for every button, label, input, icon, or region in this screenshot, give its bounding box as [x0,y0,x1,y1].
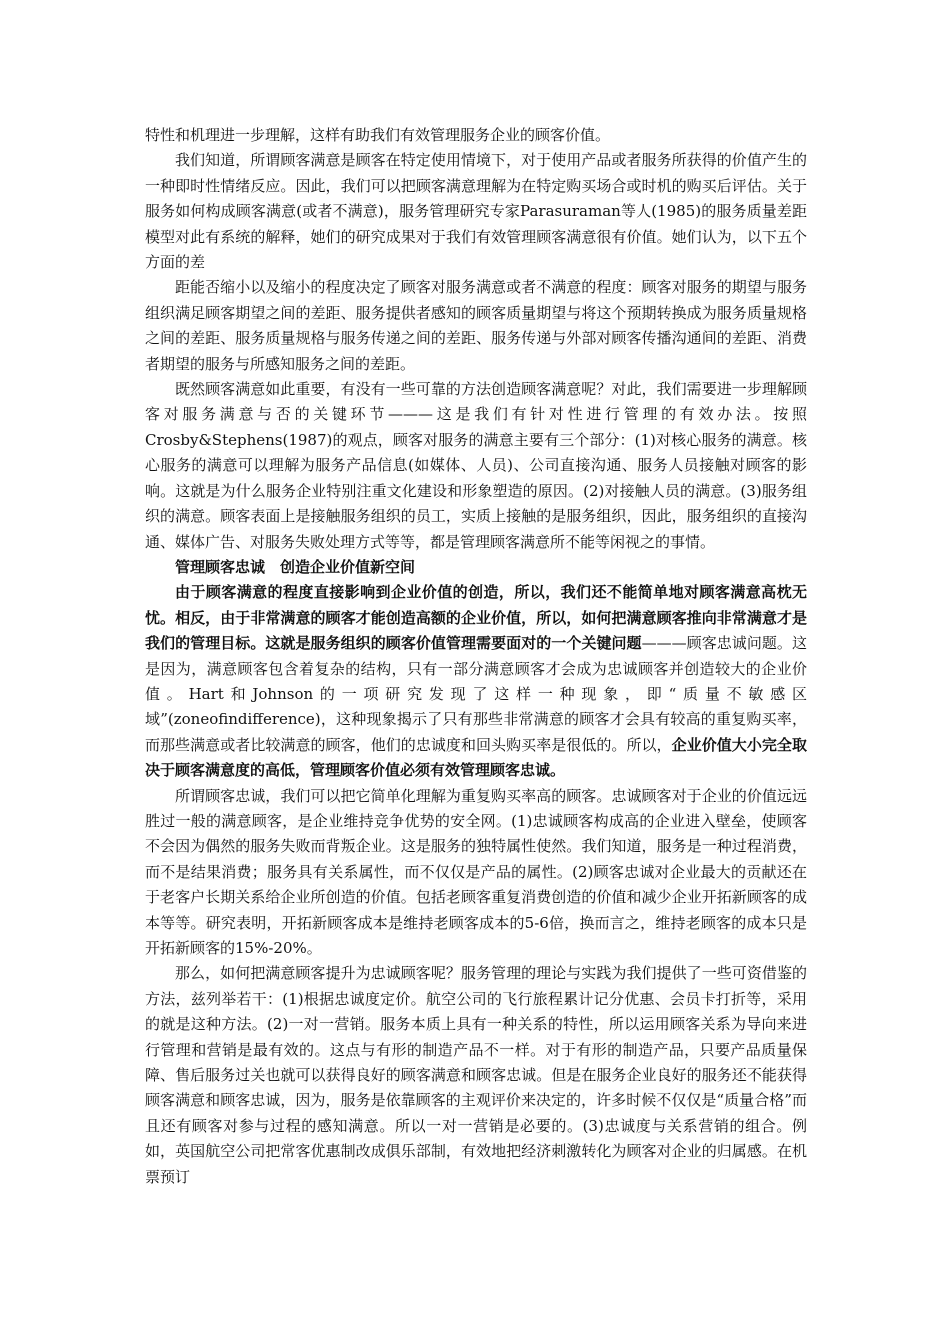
text-run: ———顾客忠诚问题。这是因为，满意顾客包含着复杂的结构，只有一部分满意顾客才会成为忠诚顾客并创造较大的企业价值。Hart和Johnson的一项研究发现了这样一种现象，即“质量不敏感区域”(zoneofindifference)，这种现象揭示了只有那些非常满意的顾客才会具有较高的重复购买率，而那些满意或者比较满意的顾客，他们的忠诚度和回头购买率是很低的。所以， [145,634,807,754]
paragraph-2 [145,148,807,275]
heading-text: 管理顾客忠诚 创造企业价值新空间 [175,557,416,576]
text-run: 所谓顾客忠诚，我们可以把它简单化理解为重复购买率高的顾客。忠诚顾客对于企业的价值远远胜过一般的满意顾客，是企业维持竞争优势的安全网。(1)忠诚顾客构成高的企业进入壁垒，使顾客不会因为偶然的服务失败而背叛企业。这是服务的独特属性使然。我们知道，服务是一种过程消费，而不是结果消费；服务具有关系属性，而不仅仅是产品的属性。(2)顾客忠诚对企业最大的贡献还在于老客户长期关系给企业所创造的价值。包括老顾客重复消费创造的价值和减少企业开拓新顾客的成本等等。研究表明，开拓新顾客成本是维持老顾客成本的5-6倍，换而言之，维持老顾客的成本只是开拓新顾客的15%-20%。 [145,786,807,957]
paragraph-4 [145,377,807,555]
paragraph-7 [145,961,807,1190]
paragraph-5 [145,580,807,783]
text-run: 那么，如何把满意顾客提升为忠诚顾客呢？服务管理的理论与实践为我们提供了一些可资借鉴的方法，兹列举若干：(1)根据忠诚度定价。航空公司的飞行旅程累计记分优惠、会员卡打折等，采用的就是这种方法。(2)一对一营销。服务本质上具有一种关系的特性，所以运用顾客关系为导向来进行管理和营销是最有效的。这点与有形的制造产品不一样。对于有形的制造产品，只要产品质量保障、售后服务过关也就可以获得良好的顾客满意和顾客忠诚。但是在服务企业良好的服务还不能获得顾客满意和顾客忠诚，因为，服务是依靠顾客的主观评价来决定的，许多时候不仅仅是“质量合格”而且还有顾客对参与过程的感知满意。所以一对一营销是必要的。(3)忠诚度与关系营销的组合。例如，英国航空公司把常客优惠制改成俱乐部制，有效地把经济刺激转化为顾客对企业的归属感。在机票预订 [145,964,807,1186]
text-run: 特性和机理进一步理解，这样有助我们有效管理服务企业的顾客价值。 [145,126,611,144]
paragraph-3 [145,275,807,377]
text-run: 既然顾客满意如此重要，有没有一些可靠的方法创造顾客满意呢？对此，我们需要进一步理解顾客对服务满意与否的关键环节———这是我们有针对性进行管理的有效办法。按照Crosby&Stephens(1987)的观点，顾客对服务的满意主要有三个部分：(1)对核心服务的满意。核心服务的满意可以理解为服务产品信息(如媒体、人员)、公司直接沟通、服务人员接触对顾客的影响。这就是为什么服务企业特别注重文化建设和形象塑造的原因。(2)对接触人员的满意。(3)服务组织的满意。顾客表面上是接触服务组织的员工，实质上接触的是服务组织，因此，服务组织的直接沟通、媒体广告、对服务失败处理方式等等，都是管理顾客满意所不能等闲视之的事情。 [145,380,807,551]
bold-text-run: 由于顾客满意的程度直接影响到企业价值的创造，所以，我们还不能简单地对顾客满意高枕无忧。相反，由于非常满意的顾客才能创造高额的企业价值，所以，如何把满意顾客推向非常满意才是我们的管理目标。这就是服务组织的顾客价值管理需要面对的一个关键问题 [145,583,807,653]
document-page [145,123,807,1190]
paragraph-1 [145,123,807,148]
text-run: 距能否缩小以及缩小的程度决定了顾客对服务满意或者不满意的程度：顾客对服务的期望与服务组织满足顾客期望之间的差距、服务提供者感知的顾客质量期望与将这个预期转换成为服务质量规格之间的差距、服务质量规格与服务传递之间的差距、服务传递与外部对顾客传播沟通间的差距、消费者期望的服务与所感知服务之间的差距。 [145,278,807,373]
bold-text-run: 企业价值大小完全取决于顾客满意度的高低，管理顾客价值必须有效管理顾客忠诚。 [145,735,807,780]
section-heading [145,555,807,580]
paragraph-6 [145,784,807,962]
text-run: 我们知道，所谓顾客满意是顾客在特定使用情境下，对于使用产品或者服务所获得的价值产生的一种即时性情绪反应。因此，我们可以把顾客满意理解为在特定购买场合或时机的购买后评估。关于服务如何构成顾客满意(或者不满意)，服务管理研究专家Parasuraman等人(1985)的服务质量差距模型对此有系统的解释，她们的研究成果对于我们有效管理顾客满意很有价值。她们认为，以下五个方面的差 [145,151,807,272]
